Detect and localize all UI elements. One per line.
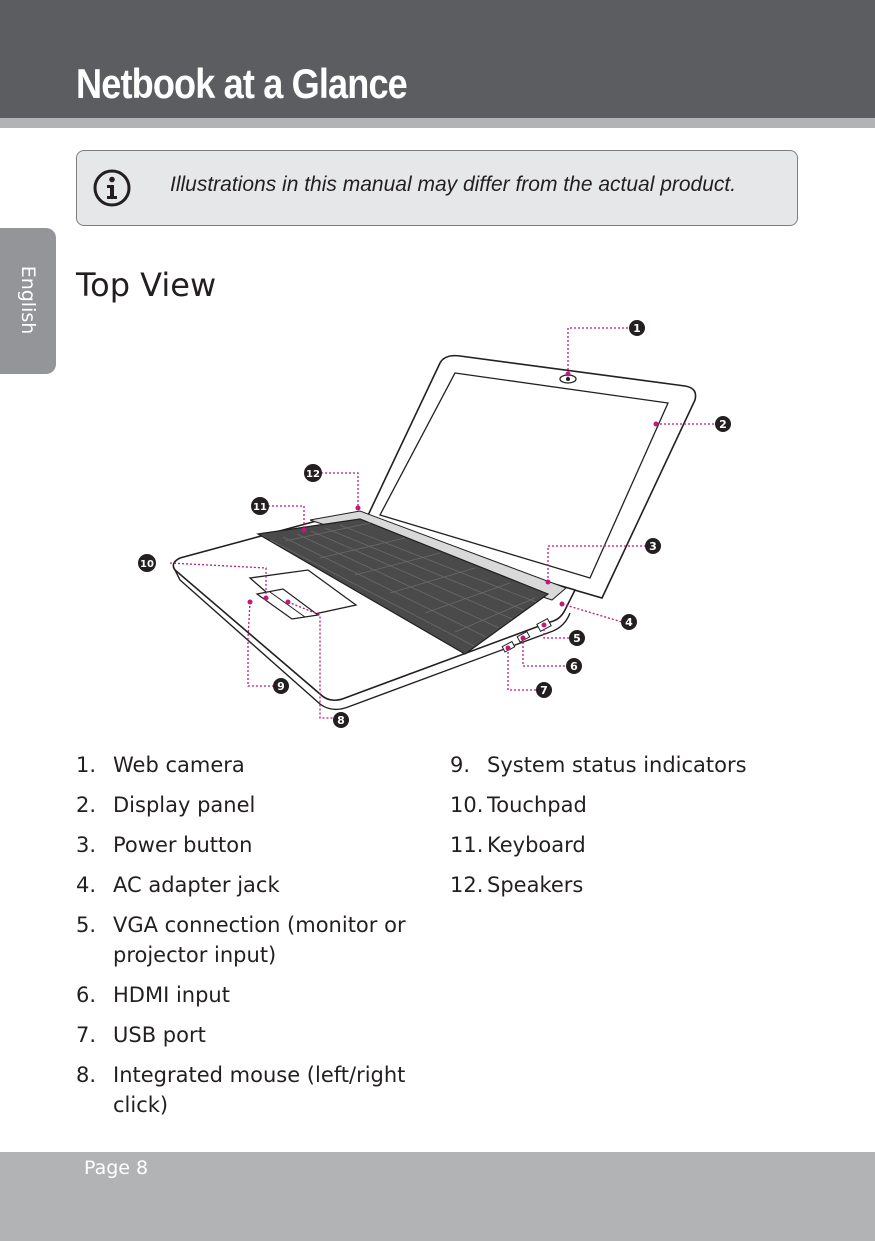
component-list-left <box>76 750 416 1130</box>
callout-1 <box>629 320 645 336</box>
note-text: Illustrations in this manual may differ from the actual product. <box>170 173 737 196</box>
svg-text:10: 10 <box>140 559 154 570</box>
callout-10 <box>138 554 156 572</box>
svg-text:7: 7 <box>540 684 548 697</box>
list-item: 2. Display panel <box>76 793 256 817</box>
svg-text:4: 4 <box>625 616 633 629</box>
callout-6 <box>566 658 582 674</box>
language-tab-label: English <box>17 265 39 335</box>
svg-text:1: 1 <box>633 322 641 335</box>
callout-3 <box>645 538 661 554</box>
list-item: 7. USB port <box>76 1023 206 1047</box>
netbook-illustration <box>120 308 820 738</box>
list-item: 5. VGA connection (monitor or projector input) <box>76 913 406 967</box>
svg-text:12: 12 <box>306 469 320 480</box>
svg-text:11: 11 <box>253 502 267 513</box>
page-title: Netbook at a Glance <box>76 60 407 107</box>
svg-text:6: 6 <box>570 660 578 673</box>
component-list-right <box>450 750 830 910</box>
list-item: 8. Integrated mouse (left/right click) <box>76 1063 406 1117</box>
svg-text:9: 9 <box>277 680 285 693</box>
list-item: 4. AC adapter jack <box>76 873 280 897</box>
callout-11 <box>251 497 269 515</box>
list-item: 11. Keyboard <box>450 833 586 857</box>
list-item: 3. Power button <box>76 833 253 857</box>
svg-text:5: 5 <box>573 632 581 645</box>
page-number: Page 8 <box>84 1157 149 1179</box>
callout-2 <box>715 416 731 432</box>
list-item: 12. Speakers <box>450 873 584 897</box>
svg-text:8: 8 <box>337 714 345 727</box>
list-item: 9. System status indicators <box>450 753 747 777</box>
section-title: Top View <box>76 266 217 304</box>
callout-4 <box>621 614 637 630</box>
callout-7 <box>536 682 552 698</box>
svg-text:3: 3 <box>649 540 657 553</box>
callout-5 <box>569 630 585 646</box>
list-item: 6. HDMI input <box>76 983 230 1007</box>
callout-12 <box>304 464 322 482</box>
list-item: 1. Web camera <box>76 753 245 777</box>
list-item: 10. Touchpad <box>450 793 587 817</box>
callout-8 <box>333 712 349 728</box>
svg-text:2: 2 <box>719 418 727 431</box>
callout-9 <box>273 678 289 694</box>
info-icon <box>92 168 132 208</box>
header-stripe <box>0 118 875 128</box>
